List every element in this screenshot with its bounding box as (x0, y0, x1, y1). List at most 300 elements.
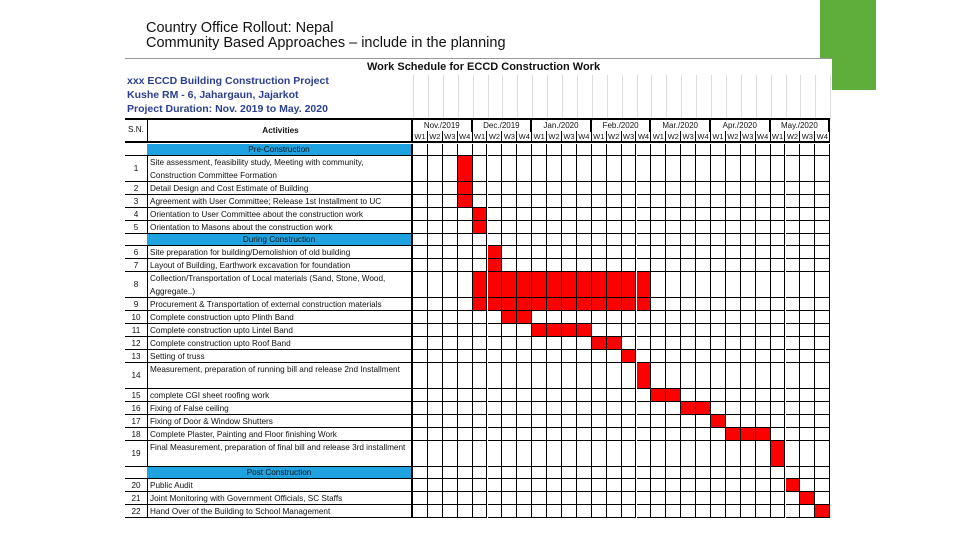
week-cell (741, 156, 756, 182)
week-header: W2 (428, 131, 443, 142)
gridline (696, 75, 697, 121)
week-cell (517, 195, 532, 208)
week-header: W3 (622, 131, 637, 142)
row-number: 13 (125, 350, 147, 363)
week-cell (458, 298, 473, 311)
row-number: 21 (125, 492, 147, 505)
week-cell (502, 234, 517, 246)
week-cell (413, 311, 428, 324)
week-cell (681, 324, 696, 337)
week-cell (696, 234, 711, 246)
week-cell (711, 363, 726, 389)
week-cell (756, 208, 771, 221)
week-cell (428, 363, 443, 389)
week-cell (711, 298, 726, 311)
schedule-bar-cell (532, 298, 547, 311)
week-cell (786, 246, 801, 259)
week-cell (666, 195, 681, 208)
week-cell (800, 337, 815, 350)
week-cell (666, 492, 681, 505)
schedule-bar-cell (488, 259, 503, 272)
week-cell (458, 467, 473, 479)
week-cell (815, 363, 830, 389)
week-cell (517, 156, 532, 182)
schedule-bar-cell (473, 208, 488, 221)
week-cell (592, 221, 607, 234)
week-cell (800, 402, 815, 415)
gridline (607, 75, 608, 121)
week-cell (786, 156, 801, 182)
week-cell (532, 350, 547, 363)
week-cell (592, 441, 607, 467)
row-number: 16 (125, 402, 147, 415)
week-cell (800, 182, 815, 195)
week-cell (488, 208, 503, 221)
week-cell (637, 182, 652, 195)
week-cell (592, 246, 607, 259)
week-cell (815, 311, 830, 324)
week-cell (681, 441, 696, 467)
week-cell (666, 441, 681, 467)
week-cell (681, 415, 696, 428)
week-cell (800, 234, 815, 246)
week-cell (666, 144, 681, 156)
week-cell (413, 144, 428, 156)
week-cell (502, 441, 517, 467)
week-cell (502, 208, 517, 221)
week-cell (815, 234, 830, 246)
week-cell (800, 311, 815, 324)
sheet-title: Work Schedule for ECCD Construction Work (367, 61, 601, 73)
activity-label: Detail Design and Cost Estimate of Building (147, 182, 413, 195)
week-cell (711, 311, 726, 324)
week-cell (637, 208, 652, 221)
week-cell (711, 195, 726, 208)
week-cell (771, 337, 786, 350)
week-cell (711, 505, 726, 518)
week-cell (547, 492, 562, 505)
week-header: W2 (726, 131, 741, 142)
week-cell (428, 324, 443, 337)
week-cell (517, 389, 532, 402)
week-cell (592, 324, 607, 337)
week-cell (681, 363, 696, 389)
week-cell (622, 492, 637, 505)
week-cell (800, 324, 815, 337)
gridline (562, 75, 563, 121)
week-header: W1 (711, 131, 726, 142)
week-cell (741, 467, 756, 479)
week-cell (666, 234, 681, 246)
week-cell (443, 479, 458, 492)
week-cell (800, 428, 815, 441)
week-cell (592, 479, 607, 492)
project-name: xxx ECCD Building Construction Project (127, 75, 329, 87)
schedule-bar-cell (622, 298, 637, 311)
week-cell (413, 324, 428, 337)
week-cell (756, 479, 771, 492)
week-cell (562, 246, 577, 259)
schedule-bar-cell (488, 272, 503, 298)
week-cell (577, 311, 592, 324)
row-number: 9 (125, 298, 147, 311)
week-cell (428, 195, 443, 208)
schedule-bar-cell (502, 311, 517, 324)
week-cell (473, 324, 488, 337)
week-cell (622, 156, 637, 182)
week-cell (726, 182, 741, 195)
week-cell (488, 363, 503, 389)
week-cell (681, 350, 696, 363)
week-cell (532, 337, 547, 350)
week-cell (815, 350, 830, 363)
week-cell (771, 492, 786, 505)
week-cell (815, 324, 830, 337)
week-cell (637, 221, 652, 234)
week-cell (428, 156, 443, 182)
week-cell (428, 298, 443, 311)
week-cell (517, 363, 532, 389)
week-cell (488, 144, 503, 156)
week-cell (756, 259, 771, 272)
week-cell (517, 467, 532, 479)
week-cell (517, 234, 532, 246)
gridline (681, 75, 682, 121)
week-cell (711, 221, 726, 234)
week-cell (800, 221, 815, 234)
week-cell (696, 350, 711, 363)
week-cell (756, 221, 771, 234)
week-cell (786, 467, 801, 479)
week-cell (547, 208, 562, 221)
week-cell (458, 144, 473, 156)
week-cell (458, 246, 473, 259)
week-cell (473, 156, 488, 182)
week-cell (607, 428, 622, 441)
week-cell (711, 479, 726, 492)
week-cell (666, 324, 681, 337)
week-cell (592, 428, 607, 441)
week-cell (473, 144, 488, 156)
week-cell (681, 337, 696, 350)
week-cell (681, 298, 696, 311)
week-cell (741, 441, 756, 467)
slide-title (146, 21, 506, 51)
week-cell (726, 492, 741, 505)
activity-label: Public Audit (147, 479, 413, 492)
row-number: 5 (125, 221, 147, 234)
week-cell (696, 156, 711, 182)
week-cell (666, 337, 681, 350)
week-cell (771, 182, 786, 195)
week-cell (532, 441, 547, 467)
week-cell (637, 402, 652, 415)
week-cell (711, 324, 726, 337)
week-cell (577, 156, 592, 182)
week-cell (741, 144, 756, 156)
week-cell (786, 195, 801, 208)
week-cell (458, 402, 473, 415)
week-cell (622, 182, 637, 195)
week-cell (771, 144, 786, 156)
week-cell (622, 221, 637, 234)
week-cell (577, 389, 592, 402)
week-cell (756, 195, 771, 208)
week-cell (696, 182, 711, 195)
week-cell (458, 221, 473, 234)
week-cell (651, 479, 666, 492)
schedule-bar-cell (577, 324, 592, 337)
row-number: 7 (125, 259, 147, 272)
week-cell (443, 324, 458, 337)
week-cell (443, 234, 458, 246)
week-cell (726, 234, 741, 246)
week-cell (577, 492, 592, 505)
week-cell (711, 337, 726, 350)
week-header: W2 (547, 131, 562, 142)
gridline (651, 75, 652, 121)
schedule-bar-cell (607, 298, 622, 311)
week-cell (651, 337, 666, 350)
schedule-bar-cell (637, 298, 652, 311)
schedule-bar-cell (815, 505, 830, 518)
activity-label: Orientation to Masons about the construction work (147, 221, 413, 234)
week-cell (577, 195, 592, 208)
week-cell (771, 479, 786, 492)
week-cell (800, 415, 815, 428)
week-cell (592, 467, 607, 479)
week-cell (473, 259, 488, 272)
week-cell (562, 234, 577, 246)
week-cell (473, 311, 488, 324)
week-cell (473, 428, 488, 441)
schedule-bar-cell (517, 272, 532, 298)
week-cell (562, 182, 577, 195)
week-cell (517, 259, 532, 272)
week-cell (577, 428, 592, 441)
week-cell (622, 311, 637, 324)
activity-label: Complete construction upto Lintel Band (147, 324, 413, 337)
week-cell (815, 144, 830, 156)
week-cell (473, 337, 488, 350)
schedule-bar-cell (651, 389, 666, 402)
week-cell (741, 234, 756, 246)
week-cell (443, 246, 458, 259)
week-cell (651, 467, 666, 479)
week-header: W3 (681, 131, 696, 142)
week-cell (786, 337, 801, 350)
week-cell (473, 246, 488, 259)
week-cell (532, 182, 547, 195)
schedule-bar-cell (592, 337, 607, 350)
week-cell (711, 350, 726, 363)
week-cell (815, 492, 830, 505)
week-cell (800, 389, 815, 402)
schedule-bar-cell (547, 324, 562, 337)
schedule-bar-cell (502, 298, 517, 311)
activity-label: complete CGI sheet roofing work (147, 389, 413, 402)
week-cell (473, 234, 488, 246)
week-header: W1 (473, 131, 488, 142)
week-cell (577, 350, 592, 363)
schedule-bar-cell (592, 298, 607, 311)
week-cell (637, 246, 652, 259)
gridline (517, 75, 518, 121)
week-cell (502, 415, 517, 428)
week-cell (622, 415, 637, 428)
week-cell (473, 363, 488, 389)
week-cell (696, 208, 711, 221)
week-cell (711, 246, 726, 259)
week-cell (473, 492, 488, 505)
week-cell (428, 144, 443, 156)
week-cell (622, 479, 637, 492)
week-cell (681, 246, 696, 259)
week-cell (502, 428, 517, 441)
week-cell (532, 311, 547, 324)
activities-header: Activities (147, 118, 413, 143)
gridline (726, 75, 727, 121)
week-cell (711, 389, 726, 402)
week-cell (443, 467, 458, 479)
week-cell (607, 221, 622, 234)
gridline (488, 75, 489, 121)
gridline (413, 75, 414, 121)
week-cell (607, 195, 622, 208)
week-cell (800, 350, 815, 363)
week-cell (502, 221, 517, 234)
week-cell (637, 324, 652, 337)
week-cell (547, 505, 562, 518)
week-cell (458, 415, 473, 428)
week-cell (637, 311, 652, 324)
week-cell (756, 363, 771, 389)
week-cell (637, 428, 652, 441)
week-cell (756, 402, 771, 415)
activity-label: Complete Plaster, Painting and Floor finishing Work (147, 428, 413, 441)
week-cell (577, 402, 592, 415)
week-cell (666, 428, 681, 441)
week-cell (815, 246, 830, 259)
week-cell (651, 363, 666, 389)
schedule-bar-cell (517, 311, 532, 324)
week-cell (800, 441, 815, 467)
gridline (458, 75, 459, 121)
week-cell (666, 350, 681, 363)
schedule-bar-cell (607, 337, 622, 350)
week-cell (502, 402, 517, 415)
week-cell (532, 389, 547, 402)
schedule-bar-cell (547, 272, 562, 298)
week-cell (428, 246, 443, 259)
week-cell (428, 234, 443, 246)
week-cell (800, 363, 815, 389)
month-header: Dec./2019 (473, 120, 533, 132)
activity-label: Setting of truss (147, 350, 413, 363)
week-cell (726, 467, 741, 479)
week-cell (607, 259, 622, 272)
row-number: 11 (125, 324, 147, 337)
week-cell (711, 208, 726, 221)
week-cell (666, 246, 681, 259)
week-cell (622, 363, 637, 389)
week-cell (696, 144, 711, 156)
week-cell (771, 195, 786, 208)
gridline (532, 75, 533, 121)
week-cell (577, 182, 592, 195)
row-number: 12 (125, 337, 147, 350)
week-cell (413, 505, 428, 518)
week-cell (637, 467, 652, 479)
activity-label: Collection/Transportation of Local materials (Sand, Stone, Wood, Aggregate..) (147, 272, 413, 298)
week-cell (726, 350, 741, 363)
week-cell (741, 402, 756, 415)
week-cell (413, 259, 428, 272)
gridline (771, 75, 772, 121)
week-cell (726, 298, 741, 311)
schedule-bar-cell (786, 479, 801, 492)
week-cell (577, 467, 592, 479)
week-cell (666, 415, 681, 428)
week-cell (413, 156, 428, 182)
week-cell (696, 337, 711, 350)
week-cell (547, 479, 562, 492)
week-cell (562, 144, 577, 156)
week-cell (711, 272, 726, 298)
week-header: W2 (786, 131, 801, 142)
week-cell (711, 402, 726, 415)
week-cell (666, 467, 681, 479)
week-cell (428, 350, 443, 363)
week-cell (517, 402, 532, 415)
week-cell (562, 311, 577, 324)
week-cell (413, 234, 428, 246)
row-number: 10 (125, 311, 147, 324)
week-cell (532, 363, 547, 389)
week-cell (458, 492, 473, 505)
week-cell (428, 505, 443, 518)
week-cell (473, 195, 488, 208)
schedule-bar-cell (696, 402, 711, 415)
week-cell (547, 182, 562, 195)
phase-sn-cell (125, 234, 147, 246)
week-cell (622, 144, 637, 156)
week-cell (815, 415, 830, 428)
week-cell (771, 246, 786, 259)
week-cell (502, 363, 517, 389)
week-cell (517, 337, 532, 350)
week-cell (696, 272, 711, 298)
activity-label: Orientation to User Committee about the construction work (147, 208, 413, 221)
week-cell (458, 428, 473, 441)
week-cell (428, 182, 443, 195)
week-cell (666, 259, 681, 272)
week-cell (771, 350, 786, 363)
week-cell (651, 402, 666, 415)
week-cell (815, 402, 830, 415)
week-cell (756, 415, 771, 428)
week-cell (771, 311, 786, 324)
week-cell (771, 428, 786, 441)
week-cell (517, 350, 532, 363)
week-cell (711, 259, 726, 272)
week-cell (592, 415, 607, 428)
week-cell (502, 350, 517, 363)
week-cell (592, 492, 607, 505)
week-cell (473, 467, 488, 479)
gridline (592, 75, 593, 121)
gridline (637, 75, 638, 121)
